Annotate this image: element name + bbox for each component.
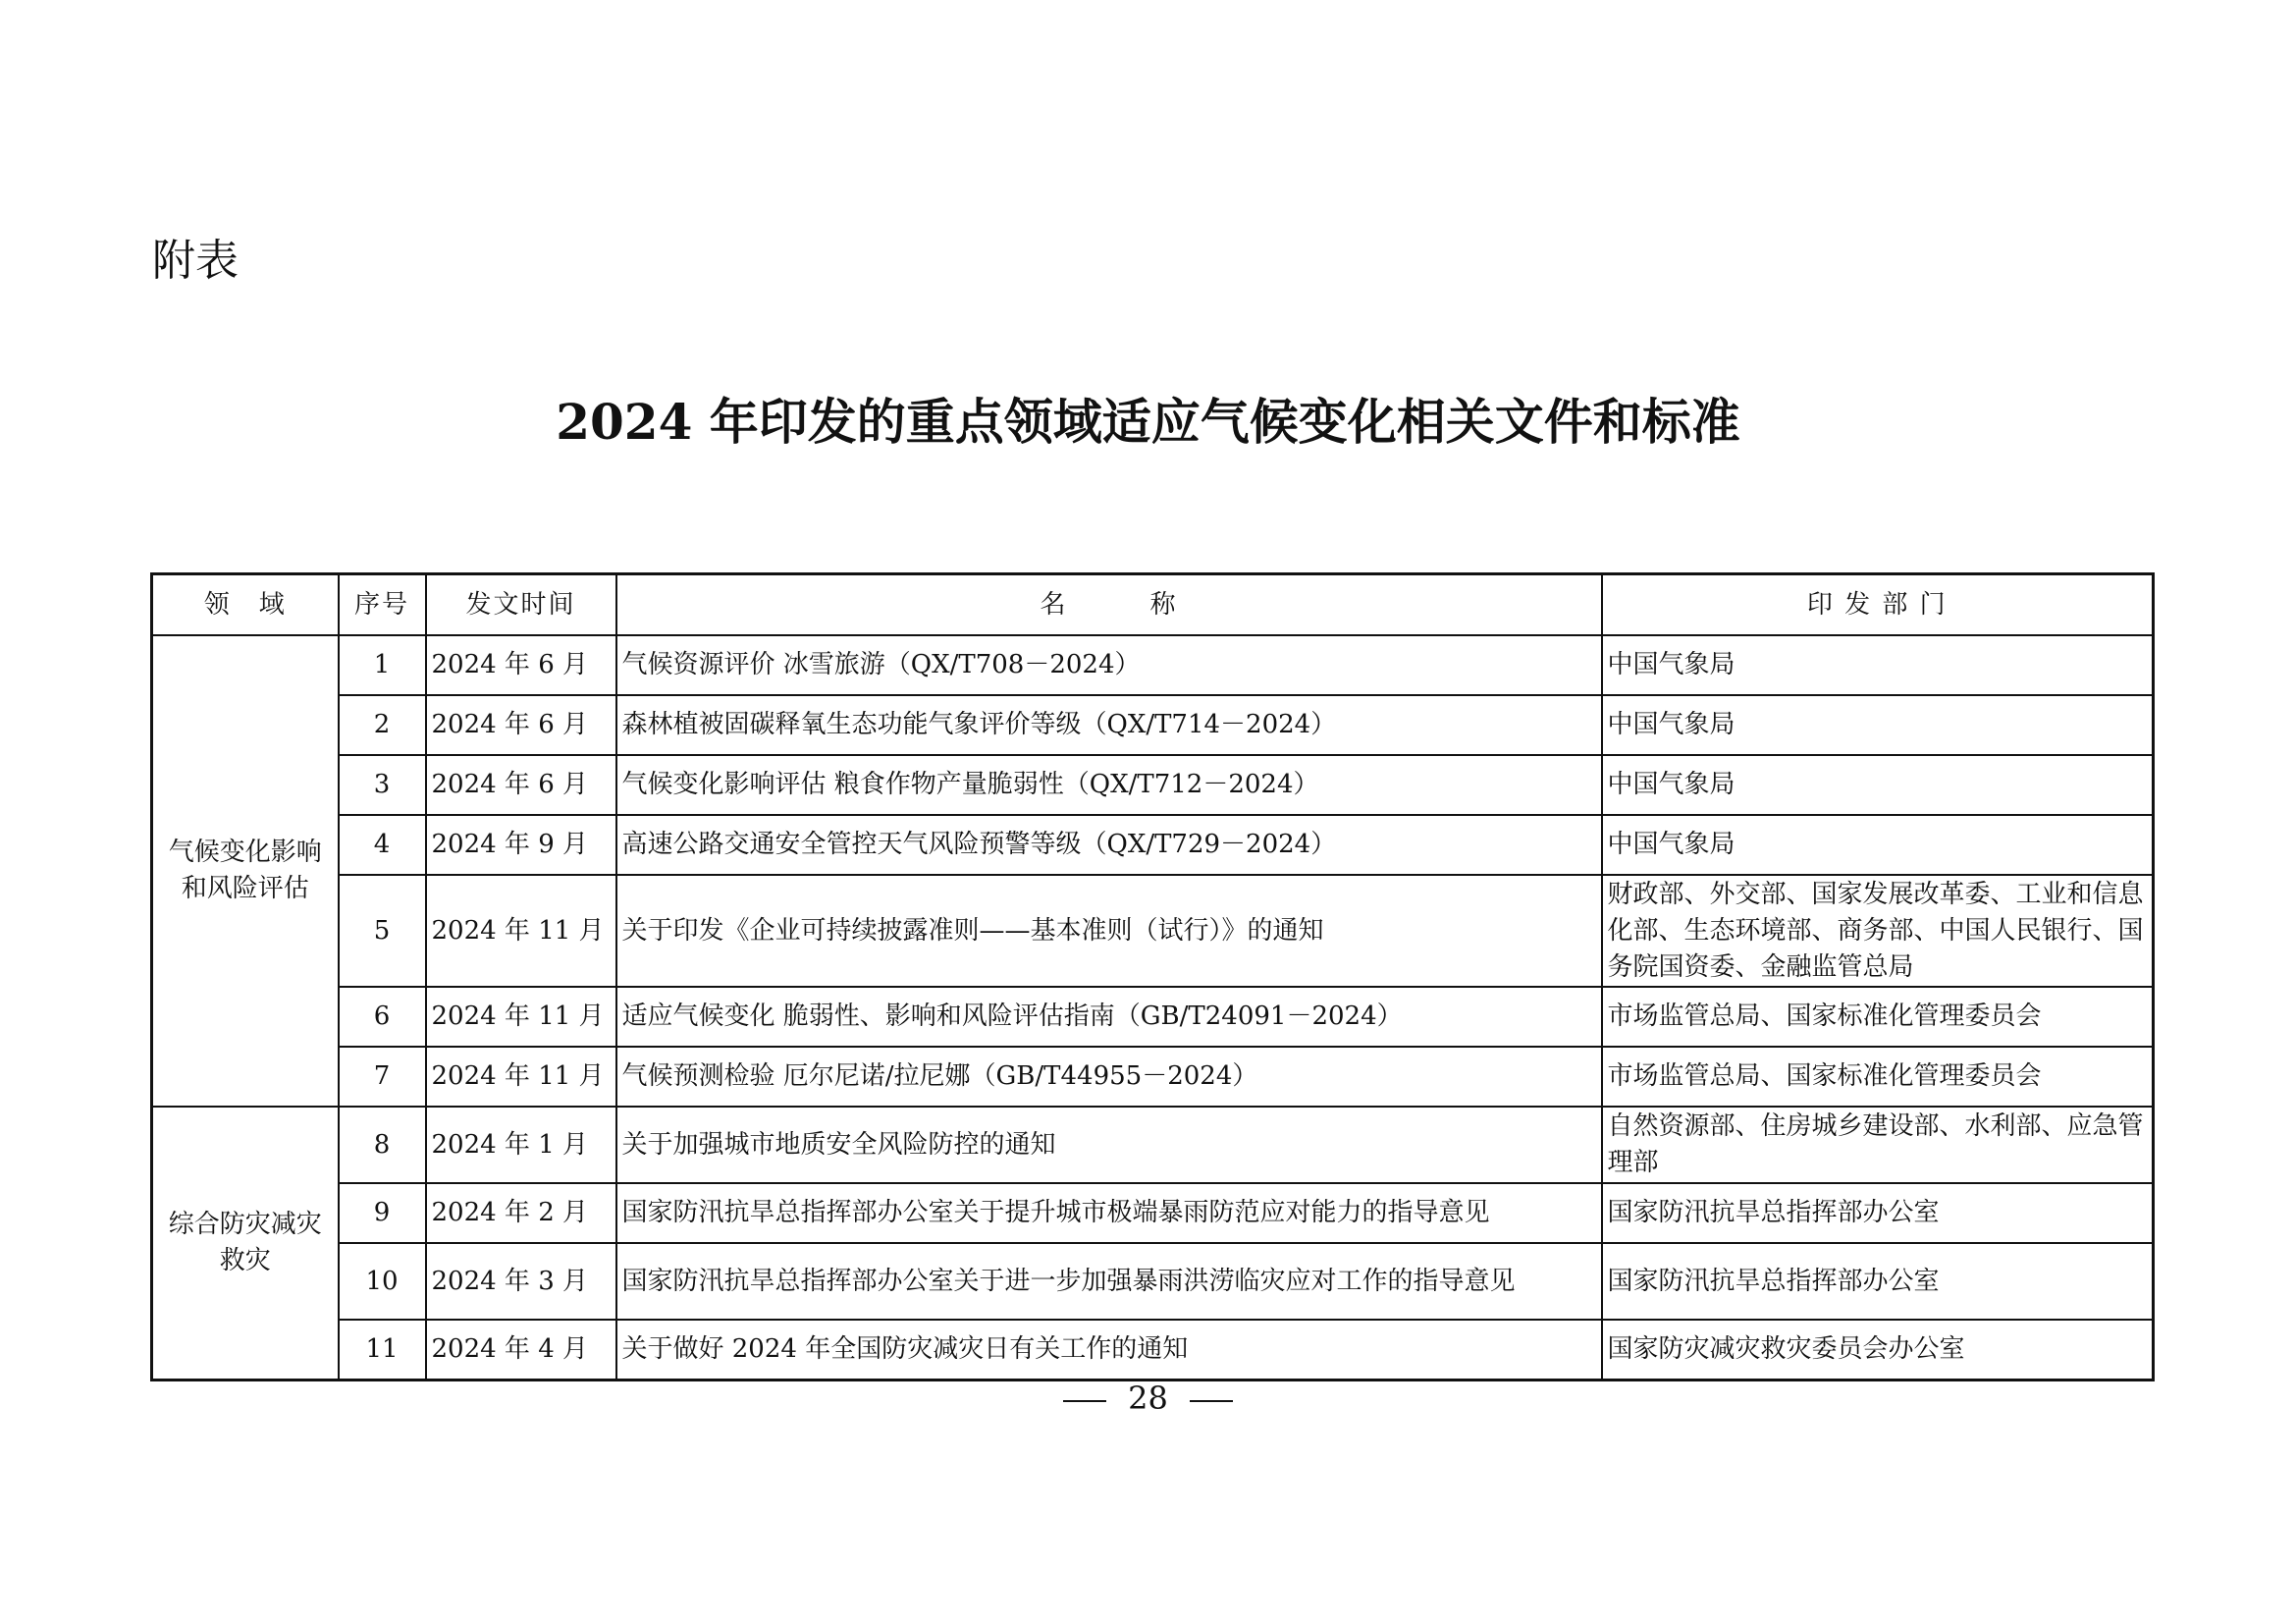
issuer-cell: 国家防灾减灾救灾委员会办公室 <box>1602 1320 2154 1380</box>
issuer-cell: 国家防汛抗旱总指挥部办公室 <box>1602 1243 2154 1320</box>
table-header-row <box>152 574 2154 636</box>
issuer-cell: 国家防汛抗旱总指挥部办公室 <box>1602 1183 2154 1243</box>
date-cell: 2024 年 11 月 <box>426 987 616 1047</box>
table-row <box>152 1107 2154 1183</box>
index-cell: 11 <box>339 1320 426 1380</box>
table-row <box>152 1183 2154 1243</box>
domain-cell: 气候变化影响和风险评估 <box>152 635 339 1107</box>
table-row <box>152 875 2154 987</box>
page-number-right-dash <box>1190 1400 1233 1402</box>
header-issuer: 印 发 部 门 <box>1602 574 2154 636</box>
documents-table <box>150 572 2155 1381</box>
index-cell: 7 <box>339 1047 426 1107</box>
issuer-cell: 市场监管总局、国家标准化管理委员会 <box>1602 1047 2154 1107</box>
index-cell: 10 <box>339 1243 426 1320</box>
name-cell: 气候资源评价 冰雪旅游（QX/T708－2024） <box>616 635 1602 695</box>
name-cell: 国家防汛抗旱总指挥部办公室关于提升城市极端暴雨防范应对能力的指导意见 <box>616 1183 1602 1243</box>
header-index: 序号 <box>339 574 426 636</box>
date-cell: 2024 年 11 月 <box>426 875 616 987</box>
date-cell: 2024 年 4 月 <box>426 1320 616 1380</box>
name-cell: 气候预测检验 厄尔尼诺/拉尼娜（GB/T44955－2024） <box>616 1047 1602 1107</box>
name-cell: 森林植被固碳释氧生态功能气象评价等级（QX/T714－2024） <box>616 695 1602 755</box>
header-domain: 领 域 <box>152 574 339 636</box>
issuer-cell: 中国气象局 <box>1602 635 2154 695</box>
table-row <box>152 1243 2154 1320</box>
name-cell: 关于加强城市地质安全风险防控的通知 <box>616 1107 1602 1183</box>
table-row <box>152 987 2154 1047</box>
date-cell: 2024 年 6 月 <box>426 755 616 815</box>
issuer-cell: 财政部、外交部、国家发展改革委、工业和信息化部、生态环境部、商务部、中国人民银行、国务院国资委、金融监管总局 <box>1602 875 2154 987</box>
name-cell: 适应气候变化 脆弱性、影响和风险评估指南（GB/T24091－2024） <box>616 987 1602 1047</box>
issuer-cell: 中国气象局 <box>1602 695 2154 755</box>
domain-cell: 综合防灾减灾救灾 <box>152 1107 339 1380</box>
table-row <box>152 695 2154 755</box>
date-cell: 2024 年 1 月 <box>426 1107 616 1183</box>
page-number-left-dash <box>1063 1400 1106 1402</box>
name-cell: 国家防汛抗旱总指挥部办公室关于进一步加强暴雨洪涝临灾应对工作的指导意见 <box>616 1243 1602 1320</box>
table-row <box>152 635 2154 695</box>
index-cell: 8 <box>339 1107 426 1183</box>
index-cell: 4 <box>339 815 426 875</box>
document-title: 2024 年印发的重点领域适应气候变化相关文件和标准 <box>556 393 1740 451</box>
date-cell: 2024 年 2 月 <box>426 1183 616 1243</box>
date-cell: 2024 年 9 月 <box>426 815 616 875</box>
issuer-cell: 市场监管总局、国家标准化管理委员会 <box>1602 987 2154 1047</box>
index-cell: 3 <box>339 755 426 815</box>
index-cell: 2 <box>339 695 426 755</box>
page-number-value: 28 <box>1128 1380 1168 1417</box>
page-number <box>0 1379 2296 1418</box>
date-cell: 2024 年 6 月 <box>426 635 616 695</box>
table-row <box>152 755 2154 815</box>
date-cell: 2024 年 6 月 <box>426 695 616 755</box>
table-row <box>152 1320 2154 1380</box>
table-row <box>152 1047 2154 1107</box>
name-cell: 高速公路交通安全管控天气风险预警等级（QX/T729－2024） <box>616 815 1602 875</box>
date-cell: 2024 年 11 月 <box>426 1047 616 1107</box>
table-row <box>152 815 2154 875</box>
index-cell: 6 <box>339 987 426 1047</box>
name-cell: 气候变化影响评估 粮食作物产量脆弱性（QX/T712－2024） <box>616 755 1602 815</box>
index-cell: 1 <box>339 635 426 695</box>
date-cell: 2024 年 3 月 <box>426 1243 616 1320</box>
index-cell: 9 <box>339 1183 426 1243</box>
issuer-cell: 中国气象局 <box>1602 755 2154 815</box>
annex-label: 附表 <box>152 236 239 286</box>
header-name: 名 称 <box>616 574 1602 636</box>
issuer-cell: 中国气象局 <box>1602 815 2154 875</box>
index-cell: 5 <box>339 875 426 987</box>
header-date: 发文时间 <box>426 574 616 636</box>
name-cell: 关于印发《企业可持续披露准则——基本准则（试行）》的通知 <box>616 875 1602 987</box>
name-cell: 关于做好 2024 年全国防灾减灾日有关工作的通知 <box>616 1320 1602 1380</box>
issuer-cell: 自然资源部、住房城乡建设部、水利部、应急管理部 <box>1602 1107 2154 1183</box>
